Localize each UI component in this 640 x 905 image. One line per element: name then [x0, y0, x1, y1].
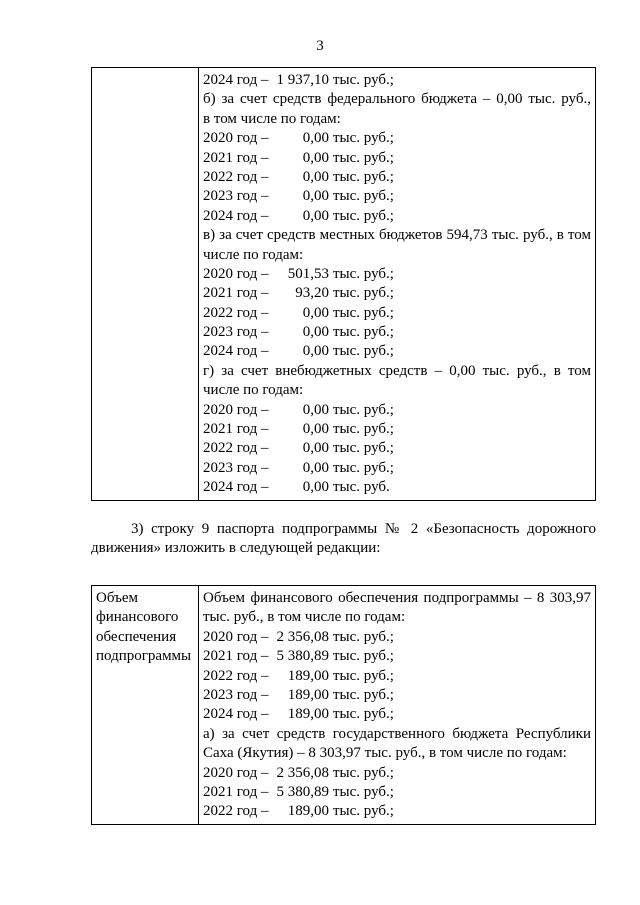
amount-unit: тыс. руб.;: [333, 285, 394, 302]
amount-unit: тыс. руб.;: [333, 628, 394, 645]
text-line: числе по годам:: [203, 382, 304, 399]
funding-year-line: [203, 149, 591, 168]
amount-unit: тыс. руб.;: [333, 401, 394, 418]
text-line: г) за счет внебюджетных средств – 0,00 тыс. руб., в том: [203, 362, 591, 379]
amount-value: 0,00: [302, 440, 329, 457]
funding-year-line: [203, 284, 591, 303]
text-line: Объем финансового обеспечения подпрограммы – 8 303,97: [203, 590, 591, 606]
funding-year-line: [203, 647, 591, 666]
table2-left-cell: [92, 586, 199, 825]
amount-value: 0,00: [302, 324, 329, 341]
amount-value: 0,00: [302, 130, 329, 147]
amount-value: 2 356,08: [276, 628, 329, 645]
funding-table-1: [91, 67, 596, 501]
year-label: 2022 год –: [203, 667, 269, 684]
amount-unit: тыс. руб.;: [333, 343, 394, 360]
amount-unit: тыс. руб.;: [333, 764, 394, 781]
funding-year-line: [203, 323, 591, 342]
funding-year-line: [203, 342, 591, 361]
year-label: 2020 год –: [203, 764, 269, 781]
year-label: 2021 год –: [203, 783, 269, 800]
year-label: 2020 год –: [203, 401, 269, 418]
funding-year-line: [203, 168, 591, 187]
amount-value: 5 380,89: [276, 648, 329, 665]
year-label: 2023 год –: [203, 686, 269, 703]
amount-value: 501,53: [287, 265, 329, 282]
year-label: 2022 год –: [203, 304, 269, 321]
row-label-line: подпрограммы: [96, 648, 192, 665]
amount-value: 0,00: [302, 479, 329, 496]
funding-year-line: [203, 783, 591, 802]
funding-year-line: [203, 129, 591, 148]
table-row: [92, 68, 596, 501]
amount-value: 93,20: [295, 285, 329, 302]
year-label: 2022 год –: [203, 168, 269, 185]
table1-left-cell: [92, 68, 199, 501]
funding-year-line: [203, 764, 591, 783]
amount-unit: тыс. руб.;: [333, 149, 394, 166]
amount-unit: тыс. руб.;: [333, 207, 394, 224]
amount-unit: тыс. руб.;: [333, 706, 394, 723]
row-label-line: финансового: [96, 609, 179, 626]
year-label: 2024 год –: [203, 72, 269, 88]
text-line: в том числе по годам:: [203, 110, 341, 127]
funding-year-line: [203, 207, 591, 226]
year-label: 2021 год –: [203, 648, 269, 665]
amount-value: 0,00: [302, 343, 329, 360]
table2-right-cell: [199, 586, 596, 825]
text-line: а) за счет средств государственного бюджета Республики: [203, 725, 591, 742]
amount-unit: тыс. руб.;: [333, 188, 394, 205]
row-label-line: Объем: [96, 590, 138, 606]
year-label: 2020 год –: [203, 628, 269, 645]
amount-value: 189,00: [287, 667, 329, 684]
page-number: 3: [316, 38, 324, 54]
amount-value: 0,00: [302, 421, 329, 438]
funding-year-line: [203, 401, 591, 420]
amount-value: 0,00: [302, 149, 329, 166]
amount-unit: тыс. руб.;: [333, 72, 394, 88]
amount-unit: тыс. руб.;: [333, 130, 394, 147]
text-line: б) за счет средств федерального бюджета – 0,00 тыс. руб.,: [203, 91, 591, 108]
amount-unit: тыс. руб.;: [333, 440, 394, 457]
amount-value: 189,00: [287, 803, 329, 820]
amount-value: 0,00: [302, 304, 329, 321]
amount-unit: тыс. руб.;: [333, 648, 394, 665]
row-label-line: обеспечения: [96, 628, 177, 645]
year-label: 2023 год –: [203, 459, 269, 476]
funding-table-2: [91, 585, 596, 825]
amount-value: 5 380,89: [276, 783, 329, 800]
funding-year-line: [203, 71, 591, 90]
text-line: тыс. руб., в том числе по годам:: [203, 609, 406, 626]
funding-year-line: [203, 420, 591, 439]
funding-year-line: [203, 686, 591, 705]
text-line: в) за счет средств местных бюджетов 594,73 тыс. руб., в том: [203, 227, 591, 244]
amount-unit: тыс. руб.;: [333, 783, 394, 800]
amount-unit: тыс. руб.;: [333, 421, 394, 438]
amount-value: 0,00: [302, 188, 329, 205]
paragraph-line-2: движения» изложить в следующей редакции:: [91, 540, 381, 557]
funding-year-line: [203, 459, 591, 478]
amount-unit: тыс. руб.: [333, 479, 390, 496]
table-row: [92, 586, 596, 825]
funding-year-line: [203, 304, 591, 323]
text-line: числе по годам:: [203, 246, 304, 263]
year-label: 2024 год –: [203, 706, 269, 723]
amount-value: 189,00: [287, 706, 329, 723]
amount-value: 0,00: [302, 207, 329, 224]
amount-unit: тыс. руб.;: [333, 265, 394, 282]
year-label: 2023 год –: [203, 324, 269, 341]
text-line: Саха (Якутия) – 8 303,97 тыс. руб., в том числе по годам:: [203, 745, 567, 762]
funding-year-line: [203, 802, 591, 821]
amount-unit: тыс. руб.;: [333, 304, 394, 321]
year-label: 2020 год –: [203, 265, 269, 282]
amount-unit: тыс. руб.;: [333, 686, 394, 703]
year-label: 2024 год –: [203, 207, 269, 224]
amount-value: 1 937,10: [276, 72, 329, 88]
year-label: 2024 год –: [203, 479, 269, 496]
amount-value: 0,00: [302, 459, 329, 476]
year-label: 2021 год –: [203, 149, 269, 166]
amount-unit: тыс. руб.;: [333, 803, 394, 820]
year-label: 2020 год –: [203, 130, 269, 147]
amount-value: 189,00: [287, 686, 329, 703]
year-label: 2022 год –: [203, 803, 269, 820]
amount-unit: тыс. руб.;: [333, 168, 394, 185]
year-label: 2023 год –: [203, 188, 269, 205]
year-label: 2024 год –: [203, 343, 269, 360]
funding-year-line: [203, 667, 591, 686]
amount-unit: тыс. руб.;: [333, 324, 394, 341]
funding-year-line: [203, 478, 591, 497]
funding-year-line: [203, 628, 591, 647]
table1-right-cell: [199, 68, 596, 501]
funding-year-line: [203, 187, 591, 206]
year-label: 2022 год –: [203, 440, 269, 457]
funding-year-line: [203, 265, 591, 284]
amendment-paragraph: [91, 520, 596, 559]
year-label: 2021 год –: [203, 285, 269, 302]
funding-year-line: [203, 439, 591, 458]
amount-unit: тыс. руб.;: [333, 667, 394, 684]
funding-year-line: [203, 705, 591, 724]
amount-value: 2 356,08: [276, 764, 329, 781]
year-label: 2021 год –: [203, 421, 269, 438]
amount-value: 0,00: [302, 168, 329, 185]
amount-unit: тыс. руб.;: [333, 459, 394, 476]
amount-value: 0,00: [302, 401, 329, 418]
paragraph-line-1: 3) строку 9 паспорта подпрограммы № 2 «Безопасность дорожного: [131, 521, 596, 537]
